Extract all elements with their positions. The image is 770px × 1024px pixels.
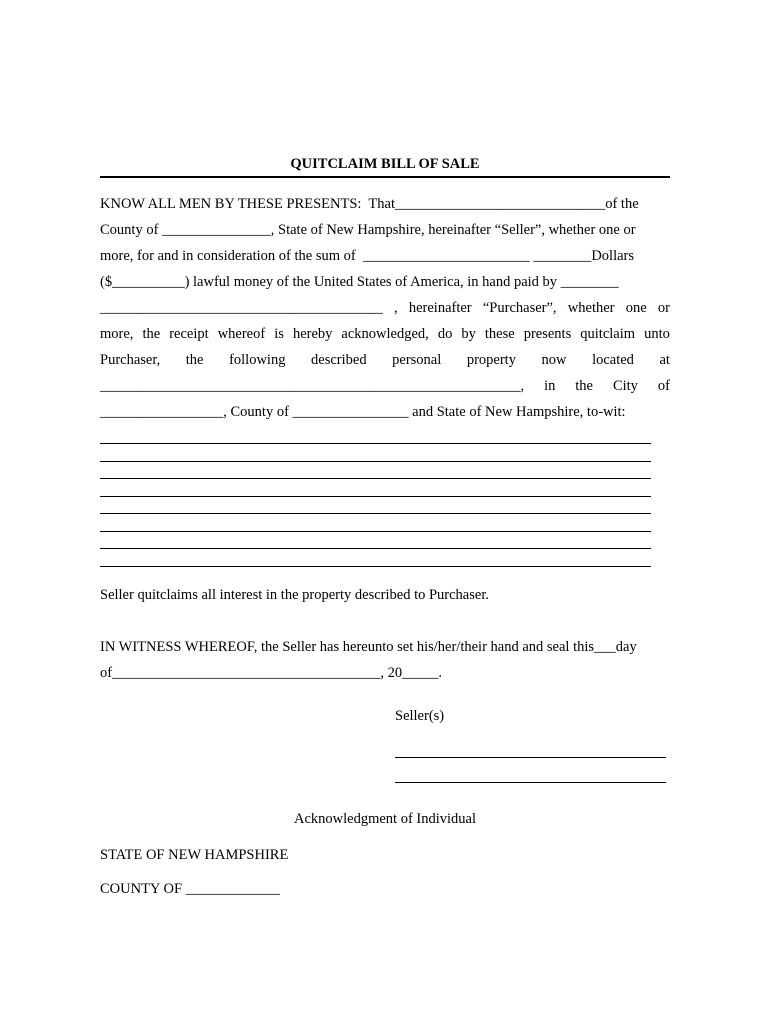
word: these xyxy=(484,326,515,342)
word: in xyxy=(544,378,556,394)
word: hereby xyxy=(292,326,333,342)
word: is xyxy=(274,326,284,342)
seller-signature-label: Seller(s) xyxy=(395,708,445,724)
seller-signature-line xyxy=(395,782,666,783)
word: or xyxy=(657,300,670,316)
description-blank-line xyxy=(100,496,651,497)
state-line: STATE OF NEW HAMPSHIRE xyxy=(100,847,289,863)
word: receipt xyxy=(169,326,209,342)
body-line-9: _________________, County of ________________ and State of New Hampshire, to-wit: xyxy=(100,404,626,420)
description-blank-line xyxy=(100,461,651,462)
document-title: QUITCLAIM BILL OF SALE xyxy=(100,156,670,178)
body-line-8 xyxy=(100,377,670,395)
word: Purchaser, xyxy=(100,352,161,368)
word: following xyxy=(229,352,286,368)
body-line-4: ($__________) lawful money of the United States of America, in hand paid by ________ xyxy=(100,274,619,290)
description-blank-line xyxy=(100,478,651,479)
word: _______________________________________ xyxy=(100,300,383,316)
word: property xyxy=(466,352,516,368)
word: personal xyxy=(392,352,442,368)
word: located xyxy=(592,352,634,368)
word: City xyxy=(612,378,638,394)
word: of xyxy=(657,378,670,394)
description-blank-line xyxy=(100,548,651,549)
description-blank-line xyxy=(100,566,651,567)
description-blank-line xyxy=(100,443,651,444)
word: at xyxy=(659,352,670,368)
word: unto xyxy=(644,326,670,342)
word: described xyxy=(311,352,367,368)
word: hereinafter xyxy=(408,300,472,316)
witness-line-1: IN WITNESS WHEREOF, the Seller has hereunto set his/her/their hand and seal this___day xyxy=(100,639,637,655)
word: “Purchaser”, xyxy=(482,300,557,316)
acknowledgment-heading: Acknowledgment of Individual xyxy=(293,811,476,827)
county-line: COUNTY OF _____________ xyxy=(100,881,280,897)
word: the xyxy=(575,378,593,394)
word: more, xyxy=(100,326,134,342)
word: whereof xyxy=(217,326,266,342)
word: whether xyxy=(567,300,615,316)
body-line-5 xyxy=(100,299,670,317)
word: one xyxy=(625,300,647,316)
description-blank-line xyxy=(100,531,651,532)
seller-signature-line xyxy=(395,757,666,758)
body-line-3: more, for and in consideration of the sum of _______________________ ________Dollars xyxy=(100,248,635,264)
word: by xyxy=(461,326,476,342)
word: now xyxy=(541,352,567,368)
body-line-6 xyxy=(100,325,670,343)
body-line-1: KNOW ALL MEN BY THESE PRESENTS: That_____________________________of the xyxy=(100,196,639,212)
word: presents xyxy=(523,326,572,342)
word: quitclaim xyxy=(580,326,636,342)
word: __________________________________________________________, xyxy=(100,378,525,394)
description-blank-line xyxy=(100,513,651,514)
body-line-2: County of _______________, State of New Hampshire, hereinafter “Seller”, whether one or xyxy=(100,222,636,238)
witness-line-2: of_____________________________________, 20_____. xyxy=(100,665,442,681)
body-line-7 xyxy=(100,351,670,369)
word: the xyxy=(185,352,204,368)
word: do xyxy=(437,326,453,342)
seller-quitclaims-statement: Seller quitclaims all interest in the property described to Purchaser. xyxy=(100,587,489,603)
word: , xyxy=(393,300,398,316)
word: the xyxy=(142,326,161,342)
word: acknowledged, xyxy=(341,326,429,342)
